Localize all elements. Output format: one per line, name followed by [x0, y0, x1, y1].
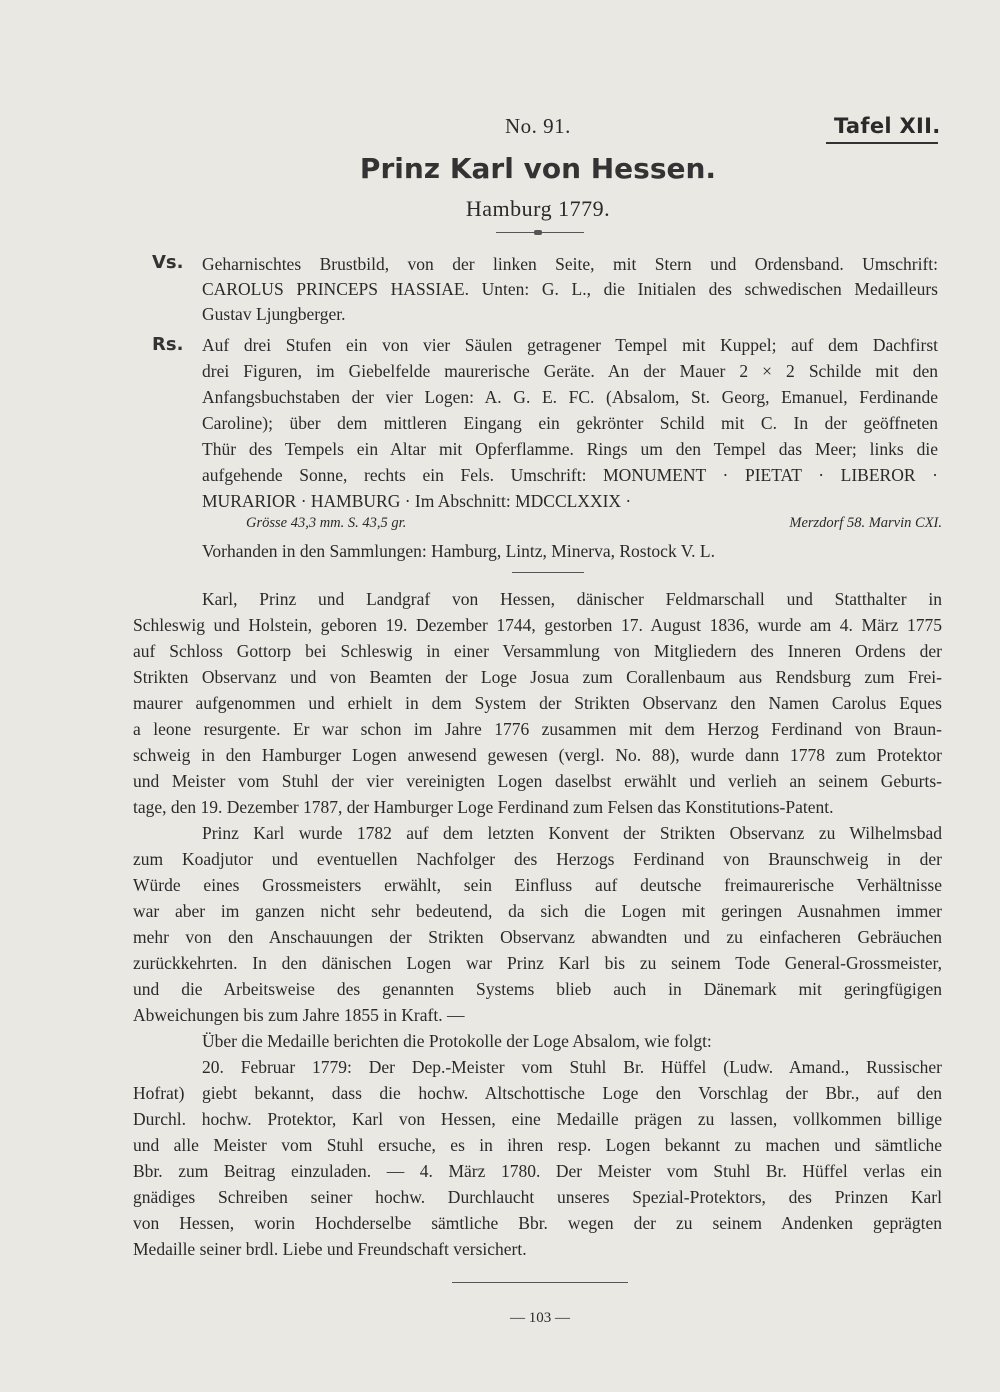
- title-divider-ornament: [534, 230, 542, 235]
- body-line: Abweichungen bis zum Jahre 1855 in Kraft. —: [133, 1005, 465, 1025]
- catalog-references: Merzdorf 58. Marvin CXI.: [789, 515, 942, 531]
- reverse-line: Caroline); über dem mittleren Eingang ein gekrönter Schild mit C. In der geöffneten: [202, 413, 938, 433]
- body-line: Prinz Karl wurde 1782 auf dem letzten Konvent der Strikten Observanz zu Wilhelmsbad: [202, 823, 942, 843]
- body-line: auf Schloss Gottorp bei Schleswig in einer Versammlung von Mitgliedern des Inneren Ordens der: [133, 641, 942, 661]
- plate-label: Tafel XII.: [834, 114, 941, 138]
- item-number: No. 91.: [505, 114, 571, 138]
- page-title: Prinz Karl von Hessen.: [359, 152, 717, 185]
- body-line: tage, den 19. Dezember 1787, der Hamburger Loge Ferdinand zum Felsen das Konstitutions-Patent.: [133, 797, 834, 817]
- body-line: gnädiges Schreiben seiner hochw. Durchlaucht unseres Spezial-Protektors, des Prinzen Karl: [133, 1187, 942, 1207]
- collections-note: Vorhanden in den Sammlungen: Hamburg, Lintz, Minerva, Rostock V. L.: [202, 541, 715, 561]
- body-line: schweig in den Hamburger Logen anwesend gewesen (vergl. No. 88), wurde dann 1778 zum Protektor: [133, 745, 942, 765]
- body-line: war aber im ganzen nicht sehr bedeutend, da sich die Logen mit geringen Ausnahmen immer: [133, 901, 942, 921]
- reverse-line: aufgehende Sonne, rechts ein Fels. Umschrift: MONUMENT · PIETAT · LIBEROR ·: [202, 465, 938, 485]
- obverse-line: Gustav Ljungberger.: [202, 304, 346, 324]
- body-line: Karl, Prinz und Landgraf von Hessen, dänischer Feldmarschall und Statthalter in: [202, 589, 942, 609]
- body-line: a leone resurgente. Er war schon im Jahre 1776 zusammen mit dem Herzog Ferdinand von Braun-: [133, 719, 942, 739]
- body-line: Medaille seiner brdl. Liebe und Freundschaft versichert.: [133, 1239, 527, 1259]
- medal-measurements: Grösse 43,3 mm. S. 43,5 gr.: [246, 515, 407, 531]
- body-line: maurer aufgenommen und erhielt in dem System der Strikten Observanz den Namen Carolus Eques: [133, 693, 942, 713]
- reverse-line: drei Figuren, im Giebelfelde maurerische Geräte. An der Mauer 2 × 2 Schilde mit den: [202, 361, 938, 381]
- body-line: Schleswig und Holstein, geboren 19. Dezember 1744, gestorben 17. August 1836, wurde am 4. März 1775: [133, 615, 942, 635]
- body-line: von Hessen, worin Hochderselbe sämtliche Bbr. wegen der zu seinem Andenken geprägten: [133, 1213, 942, 1233]
- body-line: und Meister vom Stuhl der vier vereinigten Logen daselbst erwählt und verlieh an seinem Geburts-: [133, 771, 942, 791]
- reverse-label: Rs.: [152, 334, 184, 355]
- body-line: Über die Medaille berichten die Protokolle der Loge Absalom, wie folgt:: [202, 1031, 712, 1051]
- reverse-line: Auf drei Stufen ein von vier Säulen getragener Tempel mit Kuppel; auf dem Dachfirst: [202, 335, 938, 355]
- obverse-line: Geharnischtes Brustbild, von der linken Seite, mit Stern und Ordensband. Umschrift:: [202, 254, 938, 274]
- plate-underline: [826, 142, 938, 144]
- body-line: Durchl. hochw. Protektor, Karl von Hessen, eine Medaille prägen zu lassen, vollkommen billige: [133, 1109, 942, 1129]
- body-line: zurückkehrten. In den dänischen Logen war Prinz Karl bis zu seinem Tode General-Grossmeister,: [133, 953, 942, 973]
- body-line: Würde eines Grossmeisters erwählt, sein Einfluss auf deutsche freimaurerische Verhältnisse: [133, 875, 942, 895]
- end-divider: [452, 1282, 628, 1283]
- body-line: Hofrat) giebt bekannt, dass die hochw. Altschottische Loge den Vorschlag der Bbr., auf den: [133, 1083, 942, 1103]
- body-line: Strikten Observanz und von Beamten der Loge Josua zum Corallenbaum aus Rendsburg zum Frei-: [133, 667, 942, 687]
- body-line: 20. Februar 1779: Der Dep.-Meister vom Stuhl Br. Hüffel (Ludw. Amand., Russischer: [202, 1057, 942, 1077]
- reverse-line: Thür des Tempels ein Altar mit Opferflamme. Rings um den Tempel das Meer; links die: [202, 439, 938, 459]
- body-line: Bbr. zum Beitrag einzuladen. — 4. März 1780. Der Meister vom Stuhl Br. Hüffel verlas ein: [133, 1161, 942, 1181]
- reverse-line: MURARIOR · HAMBURG · Im Abschnitt: MDCCLXXIX ·: [202, 491, 632, 511]
- body-line: zum Koadjutor und eventuellen Nachfolger des Herzogs Ferdinand von Braunschweig in der: [133, 849, 942, 869]
- reverse-line: Anfangsbuchstaben der vier Logen: A. G. E. FC. (Absalom, St. Georg, Emanuel, Ferdinande: [202, 387, 938, 407]
- body-line: und die Arbeitsweise des genannten Systems blieb auch in Dänemark mit geringfügigen: [133, 979, 942, 999]
- obverse-line: CAROLUS PRINCEPS HASSIAE. Unten: G. L., die Initialen des schwedischen Medailleurs: [202, 279, 938, 299]
- body-line: und alle Meister vom Stuhl ersuche, es in ihren resp. Logen bekannt zu machen und sämtliche: [133, 1135, 942, 1155]
- section-divider: [512, 572, 584, 573]
- obverse-label: Vs.: [152, 252, 184, 273]
- body-line: mehr von den Anschauungen der Strikten Observanz abwandten und zu einfacheren Gebräuchen: [133, 927, 942, 947]
- page-subtitle: Hamburg 1779.: [465, 196, 611, 221]
- page-number: — 103 —: [510, 1310, 570, 1326]
